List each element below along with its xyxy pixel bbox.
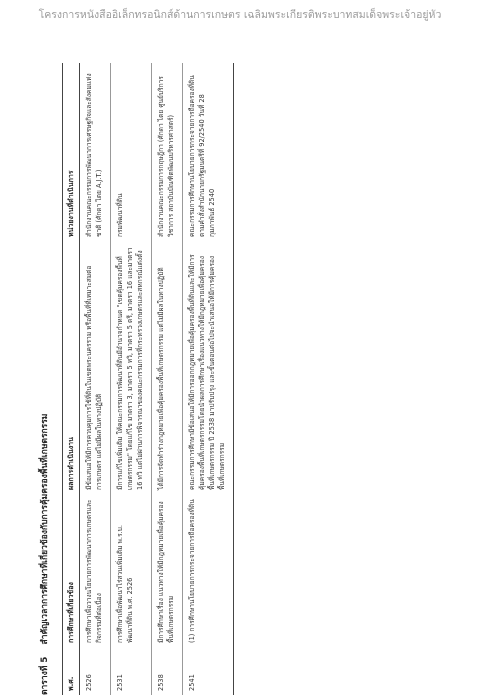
cell-year: 2538 — [152, 647, 183, 695]
table-number: ตารางที่ 5 — [40, 656, 50, 695]
column-header-study: การศึกษาที่เกี่ยวข้อง — [63, 494, 80, 647]
cell-result: คณะกรรมการศึกษามีข้อเสนอให้มีการออกกฎหมายเพื่อคุ้มครองพื้นที่ดินและให้มีการคุ้มครองพื้นที่เกษตรกรรมโดยนำผลการศึกษาเรื่องแนวทางให้มีกฎหมายเพื่อคุ้มครองพื้นที่เกษตรกรรม ปี 2538 มาปรับปรุง และขั้นตอนต่อไปจะนำเสนอให้มีการคุ้มครองพื้นที่เกษตรกรรม — [183, 241, 234, 494]
cell-study: การศึกษาเพื่อพัฒนาไร่สวนเพิ่มเติม พ.ร.บ. พัฒนาที่ดิน พ.ศ. 2526 — [111, 494, 152, 647]
table-caption — [40, 95, 62, 695]
cell-study: มีการศึกษาเรื่อง แนวทางให้มีกฎหมายเพื่อคุ้มครองพื้นที่เกษตรกรรม — [152, 494, 183, 647]
cell-year: 2531 — [111, 647, 152, 695]
cell-study: (1) การศึกษานโยบายการกระจายการถือครองที่ดิน — [183, 494, 234, 647]
cell-result: มีการแก้ไขเพิ่มเติม ให้คณะกรรมการพัฒนาที่ดินมีอำนาจกำหนด "เขตคุ้มครองพื้นที่เกษตรกรรม" โดยแก้ไข มาตรา 3, มาตรา 5 ทวิ, มาตรา 5 ตรี, มาตรา 16 และมาตรา 16 ทวิ แต่ไม่ผ่านการพิจารณาของคณะกรรมการที่กระทรวงเกษตรและสหกรณ์แต่งตั้ง — [111, 241, 152, 494]
cell-agency: สำนักงานคณะกรรมการพัฒนาการเศรษฐกิจและสังคมแห่งชาติ (ศักดา ไตย A.J.T.) — [80, 63, 111, 241]
cell-result: มีข้อเสนอให้มีการควบคุมการใช้ที่ดินในเขตพระนครราม หรือพื้นที่ที่เหมาะสมต่อการเกษตร แต่ไม่มีผลในทางปฏิบัติ — [80, 241, 111, 494]
column-header-year: พ.ศ. — [63, 647, 80, 695]
cell-year: 2541 — [183, 647, 234, 695]
studies-table — [62, 63, 234, 695]
cell-study: การศึกษาเพื่อวางนโยบายการพัฒนาการเกษตรและกิจกรรมที่ต่อเนื่อง — [80, 494, 111, 647]
cell-result: ได้มีการจัดทำร่างกฎหมายเพื่อคุ้มครองพื้นที่เกษตรกรรม แต่ไม่มีผลในทางปฏิบัติ — [152, 241, 183, 494]
table-title: สำคัญเวลาการศึกษาที่เกี่ยวข้องกับการคุ้มครองพื้นที่เกษตรกรรม — [40, 413, 50, 645]
table-row — [183, 63, 234, 695]
rotated-page — [40, 73, 440, 695]
cell-agency: คณะกรรมการศึกษานโยบายการกระจายการถือครองที่ดินตามคำสั่งสำนักนายกรัฐมนตรีที่ 92/2540 วันที่ 28 กุมภาพันธ์ 2540 — [183, 63, 234, 241]
cell-agency: กรมพัฒนาที่ดิน — [111, 63, 152, 241]
table-header-row — [63, 63, 80, 695]
cell-year: 2526 — [80, 647, 111, 695]
column-header-result: ผลการดำเนินงาน — [63, 241, 80, 494]
cell-agency: สำนักงานคณะกรรมการกฤษฎีกา (ศักดา ไตย ศูนย์บริการวิชาการ สถาบันบัณฑิตพัฒนบริหารศาสตร์) — [152, 63, 183, 241]
table-row — [80, 63, 111, 695]
page-header: โครงการหนังสืออิเล็กทรอนิกส์ด้านการเกษตร เฉลิมพระเกียรติพระบาทสมเด็จพระเจ้าอยู่หัว — [38, 9, 442, 21]
table-row — [152, 63, 183, 695]
table-row — [111, 63, 152, 695]
column-header-agency: หน่วยงานที่ดำเนินการ — [63, 63, 80, 241]
